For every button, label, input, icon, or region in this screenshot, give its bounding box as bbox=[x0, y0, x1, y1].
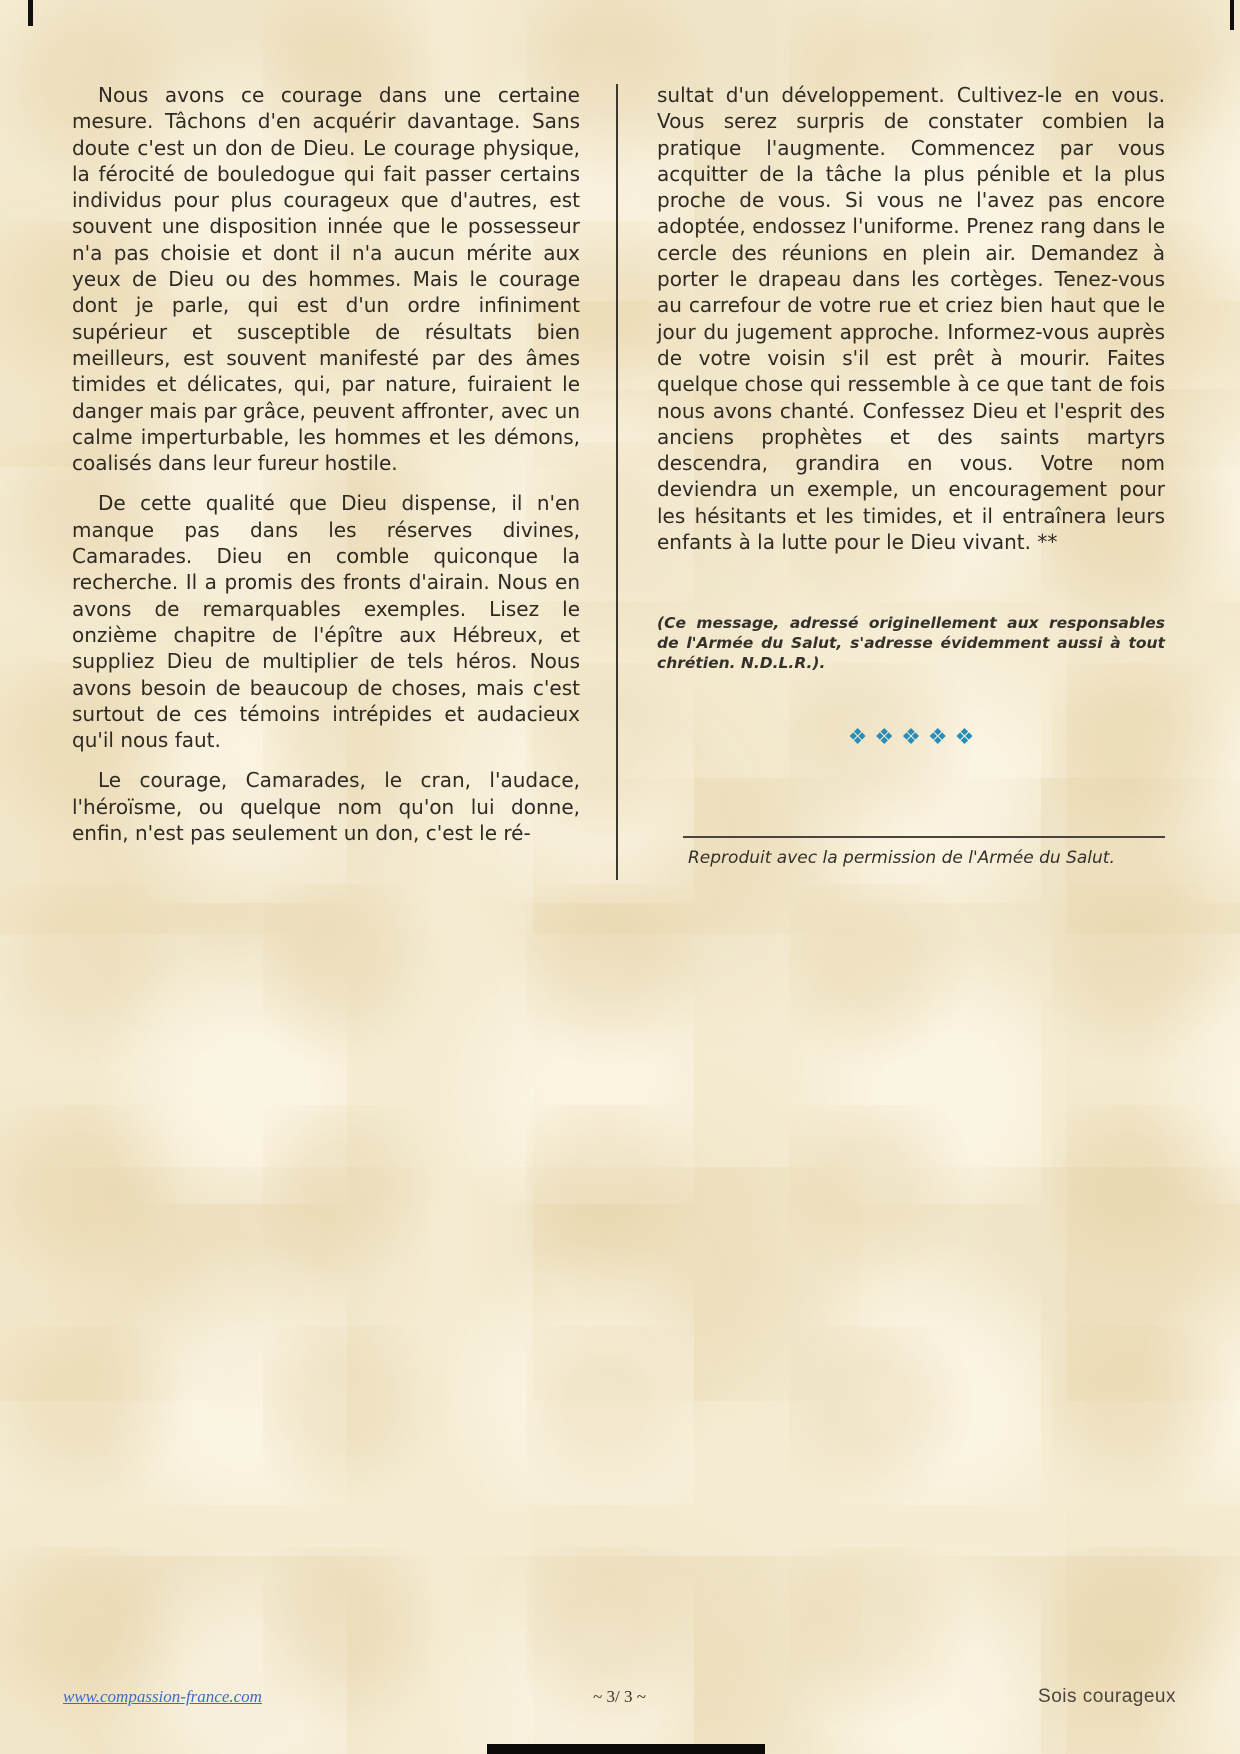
document-title: Sois courageux bbox=[1038, 1686, 1176, 1707]
body-paragraph-2: De cette qualité que Dieu dispense, il n'en manque pas dans les réserves divines, Camarades. Dieu en comble quiconque la recherche. Il a promis des fronts d'airain. Nous en avons de remarquables exemples. Lisez le onzième chapitre de l'épître aux Hébreux, et suppliez Dieu de multiplier de tels héros. Nous avons besoin de beaucoup de choses, mais c'est surtout de ces témoins intrépides et audacieux qu'il nous faut. bbox=[72, 491, 580, 753]
website-link[interactable]: www.compassion-france.com bbox=[63, 1687, 262, 1706]
body-paragraph-1: Nous avons ce courage dans une certaine mesure. Tâchons d'en acquérir davantage. Sans doute c'est un don de Dieu. Le courage physique, la férocité de bouledogue qui fait passer certains individus pour plus courageux que d'autres, est souvent une disposition innée que le possesseur n'a pas choisie et dont il n'a aucun mérite aux yeux de Dieu ou des hommes. Mais le courage dont je parle, qui est d'un ordre infiniment supérieur et susceptible de résultats bien meilleurs, est souvent manifesté par des âmes timides et délicates, qui, par nature, fuiraient le danger mais par grâce, peuvent affronter, avec un calme imperturbable, les hommes et les démons, coalisés dans leur fureur hostile. bbox=[72, 83, 580, 476]
page-footer bbox=[63, 1686, 1176, 1708]
scan-artifact-bottom bbox=[487, 1744, 765, 1754]
attribution-separator-line bbox=[683, 836, 1165, 838]
left-column bbox=[72, 82, 580, 860]
body-paragraph-3: Le courage, Camarades, le cran, l'audace, l'héroïsme, ou quelque nom qu'on lui donne, enfin, n'est pas seulement un don, c'est le ré- bbox=[72, 768, 580, 846]
scan-artifact-top-left bbox=[28, 0, 33, 26]
column-divider-line bbox=[616, 84, 618, 880]
editorial-note: (Ce message, adressé originellement aux responsables de l'Armée du Salut, s'adresse évidemment aussi à tout chrétien. N.D.L.R.). bbox=[657, 614, 1165, 673]
scan-artifact-top-right bbox=[1230, 0, 1234, 30]
page-number: ~ 3/ 3 ~ bbox=[593, 1687, 646, 1706]
right-column bbox=[657, 82, 1165, 750]
body-paragraph-4: sultat d'un développement. Cultivez-le en vous. Vous serez surpris de constater combien la pratique l'augmente. Commencez par vous acquitter de la tâche la plus pénible et la plus proche de vous. Si vous ne l'avez pas encore adoptée, endossez l'uniforme. Prenez rang dans le cercle des réunions en plein air. Demandez à porter le drapeau dans les cortèges. Tenez-vous au carrefour de votre rue et criez bien haut que le jour du jugement approche. Informez-vous auprès de votre voisin s'il est prêt à mourir. Faites quelque chose qui ressemble à ce que tant de fois nous avons chanté. Confessez Dieu et l'esprit des anciens prophètes et des saints martyrs descendra, grandira en vous. Votre nom deviendra un exemple, un encouragement pour les hésitants et les timides, et il entraînera leurs enfants à la lutte pour le Dieu vivant. ** bbox=[657, 83, 1165, 555]
attribution-text: Reproduit avec la permission de l'Armée du Salut. bbox=[688, 848, 1115, 868]
diamond-ornament: ❖❖❖❖❖ bbox=[847, 725, 982, 751]
